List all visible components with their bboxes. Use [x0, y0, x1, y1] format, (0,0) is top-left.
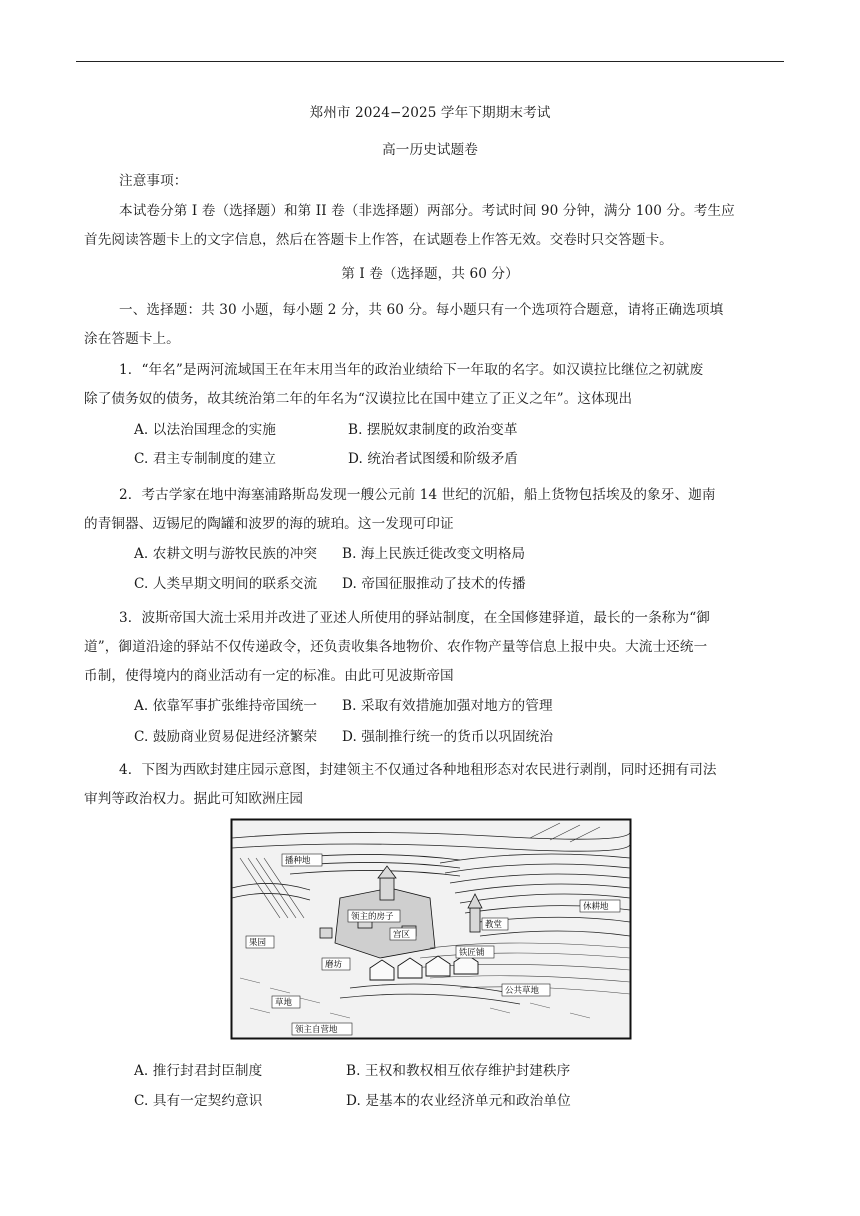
section-title: 第 I 卷（选择题，共 60 分） — [341, 266, 519, 282]
notice-heading: 注意事项： — [119, 173, 188, 189]
question-3-option-d: D. 强制推行统一的货币以巩固统治 — [342, 729, 554, 745]
question-1-option-c: C. 君主专制制度的建立 — [134, 451, 277, 467]
question-2-option-d: D. 帝国征服推动了技术的传播 — [342, 576, 526, 592]
label-court: 宫区 — [393, 929, 411, 939]
section-instruction: 一、选择题：共 30 小题，每小题 2 分，共 60 分。每小题只有一个选项符合题意，请将正确选项填 — [119, 302, 724, 318]
label-fallow: 休耕地 — [583, 901, 609, 911]
exam-title: 郑州市 2024−2025 学年下期期末考试 — [309, 105, 551, 121]
question-2-stem: 的青铜器、迈锡尼的陶罐和波罗的海的琥珀。这一发现可印证 — [84, 516, 454, 532]
question-4-option-c: C. 具有一定契约意识 — [134, 1093, 263, 1109]
label-smithy: 铁匠铺 — [459, 947, 485, 957]
question-4-stem: 4．下图为西欧封建庄园示意图，封建领主不仅通过各种地租形态对农民进行剥削，同时还拥有司法 — [119, 762, 717, 778]
question-2-stem: 2．考古学家在地中海塞浦路斯岛发现一艘公元前 14 世纪的沉船，船上货物包括埃及的象牙、迦南 — [119, 487, 716, 503]
exam-subtitle: 高一历史试题卷 — [382, 142, 478, 158]
question-1-stem: 除了债务奴的债务，故其统治第二年的年名为“汉谟拉比在国中建立了正义之年”。这体现出 — [84, 391, 633, 407]
label-common-meadow: 公共草地 — [505, 985, 540, 995]
question-3-stem: 3．波斯帝国大流士采用并改进了亚述人所使用的驿站制度，在全国修建驿道，最长的一条称为“御 — [119, 610, 710, 626]
question-4-option-a: A. 推行封君封臣制度 — [134, 1063, 263, 1079]
question-2-option-c: C. 人类早期文明间的联系交流 — [134, 576, 318, 592]
question-3-stem: 道”，御道沿途的驿站不仅传递政令，还负责收集各地物价、农作物产量等信息上报中央。大流士还统一 — [84, 639, 708, 655]
label-orchard: 果园 — [249, 937, 267, 947]
question-3-option-b: B. 采取有效措施加强对地方的管理 — [342, 698, 553, 714]
label-church: 教堂 — [485, 919, 503, 929]
question-1-option-a: A. 以法治国理念的实施 — [134, 422, 277, 438]
label-lord-demesne: 领主自营地 — [295, 1024, 338, 1034]
notice-line: 首先阅读答题卡上的文字信息，然后在答题卡上作答，在试题卷上作答无效。交卷时只交答题卡。 — [84, 232, 673, 248]
question-4-option-d: D. 是基本的农业经济单元和政治单位 — [346, 1093, 571, 1109]
question-3-stem: 币制，使得境内的商业活动有一定的标准。由此可见波斯帝国 — [84, 668, 454, 684]
question-2-option-b: B. 海上民族迁徙改变文明格局 — [342, 546, 526, 562]
question-1-option-b: B. 摆脱奴隶制度的政治变革 — [348, 422, 518, 438]
question-1-option-d: D. 统治者试图缓和阶级矛盾 — [348, 451, 518, 467]
question-3-option-a: A. 依靠军事扩张维持帝国统一 — [134, 698, 318, 714]
label-mill: 磨坊 — [325, 959, 343, 969]
label-meadow: 草地 — [275, 997, 293, 1007]
question-2-option-a: A. 农耕文明与游牧民族的冲突 — [134, 546, 318, 562]
notice-line: 本试卷分第 I 卷（选择题）和第 II 卷（非选择题）两部分。考试时间 90 分钟，满分 100 分。考生应 — [119, 203, 735, 219]
question-4-stem: 审判等政治权力。据此可知欧洲庄园 — [84, 791, 304, 807]
section-instruction: 涂在答题卡上。 — [84, 331, 180, 347]
question-3-option-c: C. 鼓励商业贸易促进经济繁荣 — [134, 729, 318, 745]
label-lord-house: 领主的房子 — [351, 911, 394, 921]
label-planting: 播种地 — [285, 855, 311, 865]
question-1-stem: 1．“年名”是两河流域国王在年末用当年的政治业绩给下一年取的名字。如汉谟拉比继位之初就废 — [119, 362, 704, 378]
manor-illustration — [230, 818, 632, 1040]
question-4-option-b: B. 王权和教权相互依存维护封建秩序 — [346, 1063, 571, 1079]
top-rule — [76, 61, 784, 62]
